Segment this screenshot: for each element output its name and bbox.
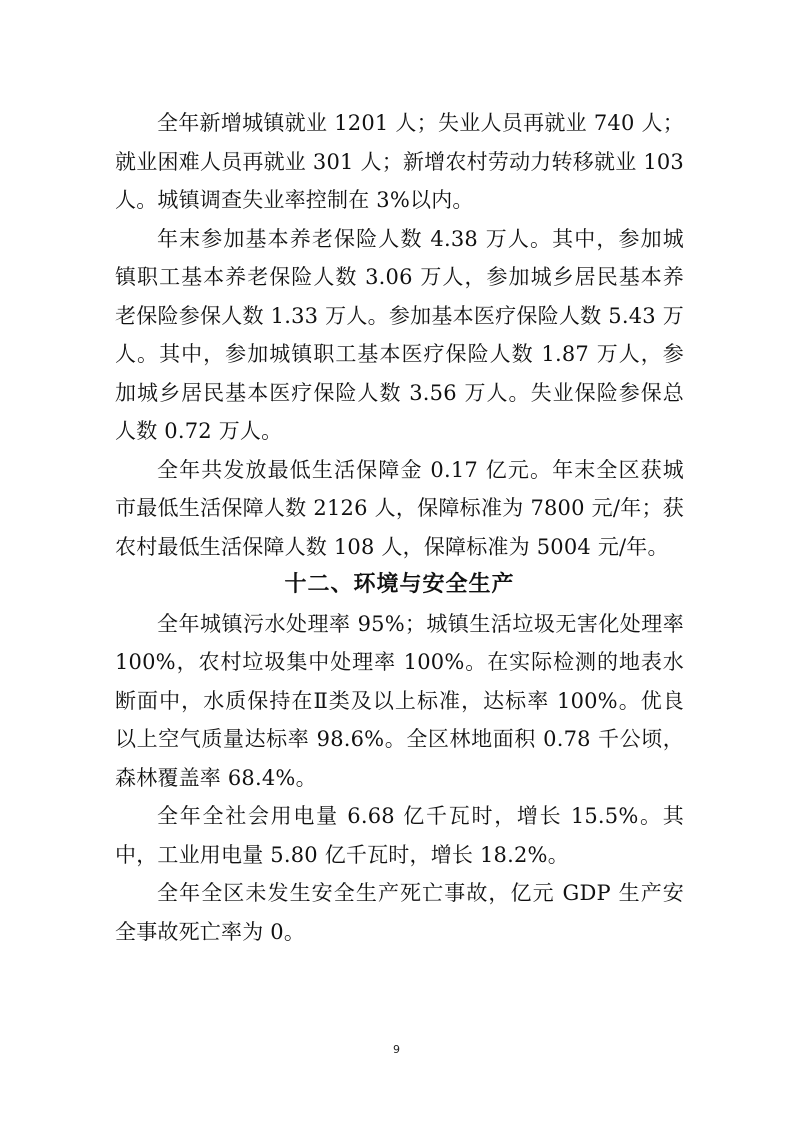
paragraph-social-insurance: 年末参加基本养老保险人数 4.38 万人。其中，参加城镇职工基本养老保险人数 3.06 万人，参加城乡居民基本养老保险参保人数 1.33 万人。参加基本医疗保险人数 5.43 万人。其中，参加城镇职工基本医疗保险人数 1.87 万人，参加城乡居民基本医疗保险人数 3.56 万人。失业保险参保总人数 0.72 万人。 xyxy=(115,226,684,443)
section-heading-environment-safety: 十二、环境与安全生产 xyxy=(284,572,515,597)
page-number: 9 xyxy=(393,1043,400,1056)
paragraph-minimum-living-security: 全年共发放最低生活保障金 0.17 亿元。年末全区获城市最低生活保障人数 2126 人，保障标准为 7800 元/年；获农村最低生活保障人数 108 人，保障标准为 5004 元/年。 xyxy=(115,457,684,559)
paragraph-employment: 全年新增城镇就业 1201 人；失业人员再就业 740 人；就业困难人员再就业 301 人；新增农村劳动力转移就业 103 人。城镇调查失业率控制在 3%以内。 xyxy=(115,111,684,212)
paragraph-electricity: 全年全社会用电量 6.68 亿千瓦时，增长 15.5%。其中，工业用电量 5.80 亿千瓦时，增长 18.2%。 xyxy=(115,804,684,867)
paragraph-production-safety: 全年全区未发生安全生产死亡事故，亿元 GDP 生产安全事故死亡率为 0。 xyxy=(115,881,684,944)
paragraph-environment: 全年城镇污水处理率 95%；城镇生活垃圾无害化处理率 100%，农村垃圾集中处理率 100%。在实际检测的地表水断面中，水质保持在Ⅱ类及以上标准，达标率 100%。优良以上空气质量达标率 98.6%。全区林地面积 0.78 千公顷，森林覆盖率 68.4%。 xyxy=(115,611,684,790)
document-body xyxy=(115,104,684,951)
